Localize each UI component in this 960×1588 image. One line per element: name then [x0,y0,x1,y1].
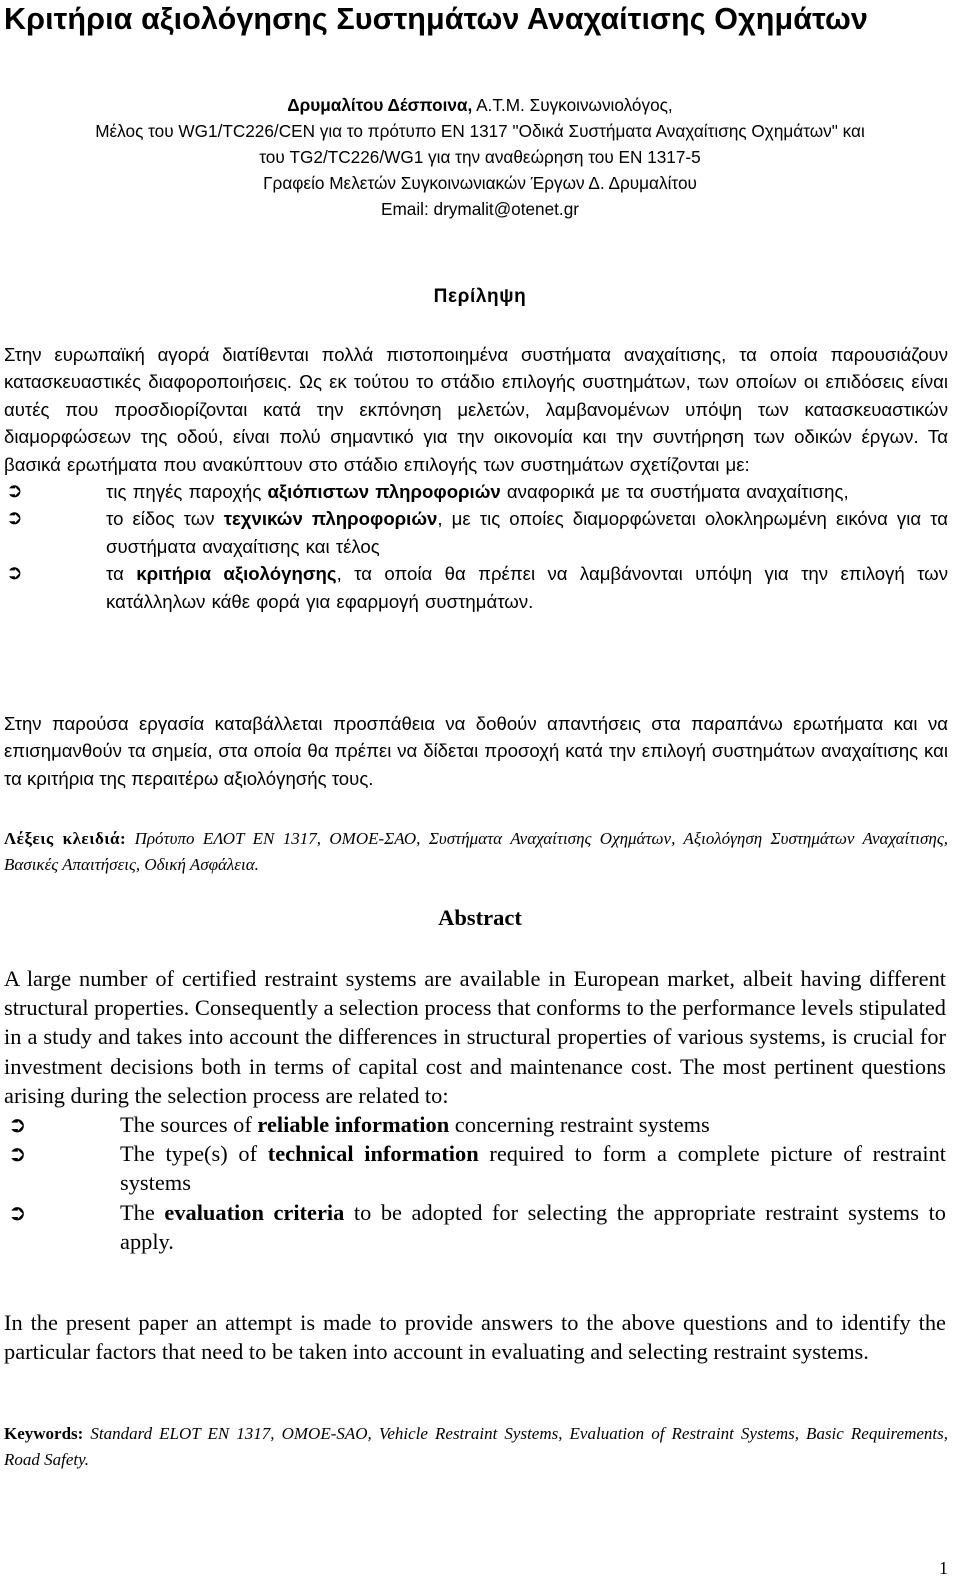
affiliation-line-2: του TG2/TC226/WG1 για την αναθεώρηση του EN 1317-5 [259,147,701,167]
affiliation-line-1: Μέλος του WG1/TC226/CEN για το πρότυπο EN 1317 "Οδικά Συστήματα Αναχαίτισης Οχημάτων" και [95,121,865,141]
bullet-bold-text: technical information [267,1141,479,1167]
arrow-bullet-icon: ➲ [6,480,23,503]
greek-bullet-item [4,560,948,615]
bullet-bold-text: αξιόπιστων πληροφοριών [267,481,501,503]
english-abstract-heading: Abstract [438,905,522,930]
arrow-bullet-icon: ➲ [6,507,23,530]
arrow-bullet-icon: ➲ [8,1112,27,1138]
paper-title: Κριτήρια αξιολόγησης Συστημάτων Αναχαίτισης Οχημάτων [4,2,868,36]
english-abstract-intro: A large number of certified restraint systems are available in European market, albeit having different structural properties. Consequently a selection process that conforms to the performance levels stipulated in a study and takes into account the differences in structural properties of various systems, is crucial for investment decisions both in terms of capital cost and maintenance cost. The most pertinent questions arising during the selection process are related to: [4,966,946,1108]
author-role: Α.Τ.Μ. Συγκοινωνιολόγος, [472,95,673,115]
bullet-text: αναφορικά με τα συστήματα αναχαίτισης, [500,481,849,503]
bullet-bold-text: τεχνικών πληροφοριών [223,508,438,530]
bullet-text: The [120,1199,165,1225]
bullet-text: , με τις οποίες διαμορφώνεται ολοκληρωμένη εικόνα για τα συστήματα αναχαίτισης και τέλος [106,508,949,557]
author-line [0,92,960,118]
bullet-text: τα [106,563,137,585]
bullet-bold-text: reliable information [257,1112,450,1138]
english-abstract-body [4,964,946,1256]
author-block [0,92,960,222]
bullet-text: The sources of [120,1112,258,1138]
author-email: Email: drymalit@otenet.gr [381,199,579,219]
affiliation-line-3: Γραφείο Μελετών Συγκοινωνιακών Έργων Δ. Δρυμαλίτου [263,173,697,193]
bullet-bold-text: evaluation criteria [164,1199,345,1225]
author-name: Δρυμαλίτου Δέσποινα, [287,95,473,115]
english-keywords-label: Keywords: [4,1424,84,1443]
greek-bullet-item [4,478,948,505]
greek-abstract-intro: Στην ευρωπαϊκή αγορά διατίθενται πολλά πιστοποιημένα συστήματα αναχαίτισης, τα οποία παρουσιάζουν κατασκευαστικές διαφοροποιήσεις. Ως εκ τούτου το στάδιο επιλογής συστημάτων, των οποίων οι επιδόσεις είναι αυτές που προσδιορίζονται κατά την εκπόνηση μελετών, λαμβανομένων υπόψη των κατασκευαστικών διαμορφώσεων της οδού, είναι πολύ σημαντικό για την οικονομία και την συντήρηση των οδικών έργων. Τα βασικά ερωτήματα που ανακύπτουν στο στάδιο επιλογής των συστημάτων σχετίζονται με: [4,344,948,475]
arrow-bullet-icon: ➲ [8,1141,27,1167]
greek-keywords [4,826,948,878]
english-keywords [4,1421,948,1473]
bullet-text: The type(s) of [120,1141,268,1167]
greek-bullet-list [4,478,948,615]
arrow-bullet-icon: ➲ [8,1199,27,1225]
greek-bullet-item [4,505,948,560]
english-bullet-item [4,1198,946,1256]
arrow-bullet-icon: ➲ [6,562,23,585]
bullet-text: to be adopted for selecting the appropriate restraint systems to apply. [120,1199,946,1254]
bullet-text: , τα οποία θα πρέπει να λαμβάνονται υπόψη για την επιλογή των κατάλληλων κάθε φορά για εφαρμογή συστημάτων. [106,563,948,612]
greek-abstract-conclusion: Στην παρούσα εργασία καταβάλλεται προσπάθεια να δοθούν απαντήσεις στα παραπάνω ερωτήματα και να επισημανθούν τα σημεία, στα οποία θα πρέπει να δίδεται προσοχή κατά την επιλογή συστημάτων αναχαίτισης και τα κριτήρια της περαιτέρω αξιολόγησής τους. [4,713,948,789]
bullet-text: concerning restraint systems [449,1112,710,1138]
greek-abstract-body [4,341,948,615]
english-keywords-text: Standard ELOT EN 1317, OMOE-SAO, Vehicle Restraint Systems, Evaluation of Restraint Systems, Basic Requirements, Road Safety. [4,1424,948,1469]
english-bullet-item [4,1139,946,1197]
greek-keywords-label: Λέξεις κλειδιά: [4,829,127,848]
page-number: 1 [939,1558,948,1578]
bullet-text: required to form a complete picture of restraint systems [120,1141,946,1196]
bullet-bold-text: κριτήρια αξιολόγησης [136,563,337,585]
greek-abstract-heading: Περίληψη [433,286,527,307]
english-bullet-item [4,1110,946,1139]
greek-keywords-text: Πρότυπο ΕΛΟΤ ΕΝ 1317, ΟΜΟΕ-ΣΑΟ, Συστήματα Αναχαίτισης Οχημάτων, Αξιολόγηση Συστημάτων Αναχαίτισης, Βασικές Απαιτήσεις, Οδική Ασφάλεια. [4,829,948,874]
english-abstract-conclusion: In the present paper an attempt is made to provide answers to the above questions and to identify the particular factors that need to be taken into account in evaluating and selecting restraint systems. [4,1310,946,1365]
bullet-text: τις πηγές παροχής [106,481,268,503]
english-bullet-list [4,1110,946,1256]
bullet-text: το είδος των [106,508,224,530]
